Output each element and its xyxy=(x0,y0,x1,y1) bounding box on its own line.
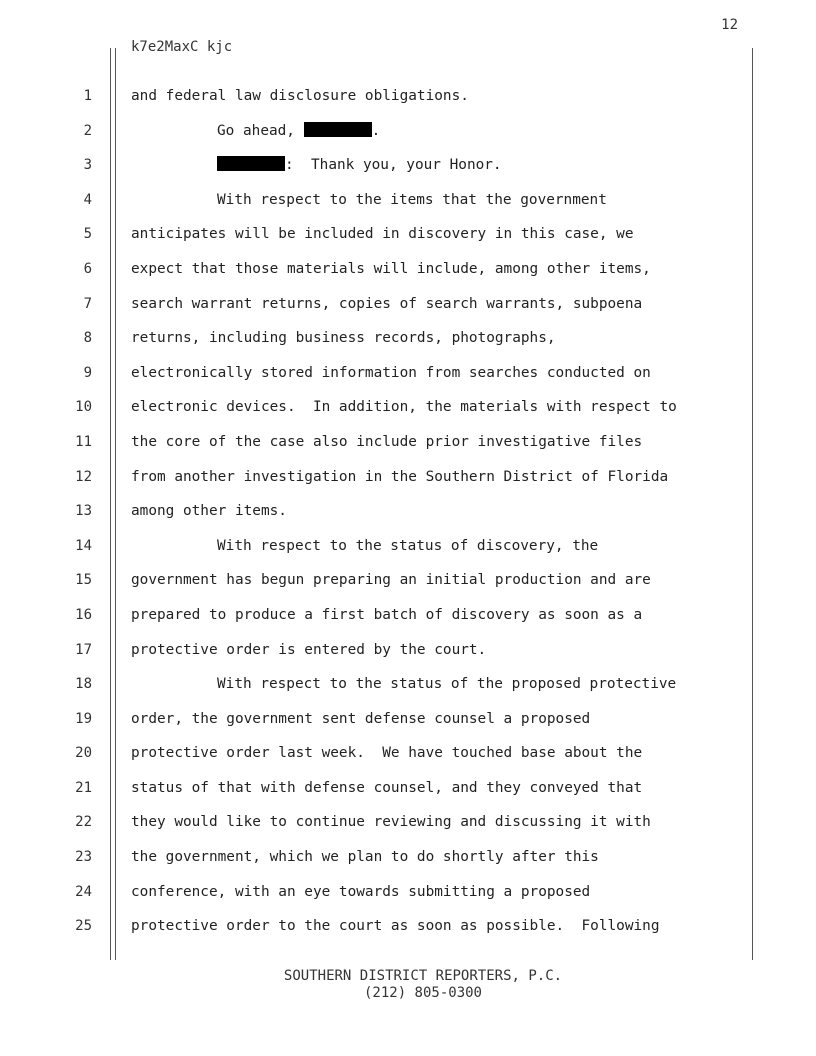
line-number: 11 xyxy=(75,433,92,450)
line-number: 12 xyxy=(75,468,92,485)
line-number: 9 xyxy=(83,364,92,381)
page-number: 12 xyxy=(721,17,738,33)
line-number: 14 xyxy=(75,537,92,554)
line-text: status of that with defense counsel, and they conveyed that xyxy=(131,779,643,796)
line-text: returns, including business records, photographs, xyxy=(131,330,556,347)
case-header: k7e2MaxC kjc xyxy=(131,39,233,55)
line-text: electronically stored information from searches conducted on xyxy=(131,364,651,381)
transcript-line xyxy=(0,461,816,496)
line-number: 10 xyxy=(75,399,92,416)
line-text: search warrant returns, copies of search warrants, subpoena xyxy=(131,295,643,312)
line-text: anticipates will be included in discovery in this case, we xyxy=(131,226,634,243)
line-text: protective order to the court as soon as possible. Following xyxy=(131,918,660,935)
line-text-suffix: : Thank you, your Honor. xyxy=(285,157,502,174)
line-number: 1 xyxy=(83,88,92,104)
page-footer xyxy=(0,968,816,1002)
line-text: electronic devices. In addition, the materials with respect to xyxy=(131,399,677,416)
line-text: protective order is entered by the court. xyxy=(131,641,487,658)
line-number: 18 xyxy=(75,676,92,693)
line-text xyxy=(131,155,502,175)
line-text-prefix: Go ahead, xyxy=(217,122,304,139)
line-text: conference, with an eye towards submitting a proposed xyxy=(131,883,591,900)
line-text: With respect to the status of the proposed protective xyxy=(217,676,677,693)
transcript-line xyxy=(0,115,816,150)
redaction-bar xyxy=(304,122,372,137)
line-number: 22 xyxy=(75,814,92,831)
transcript-line xyxy=(0,841,816,876)
transcript-line xyxy=(0,876,816,911)
line-number: 6 xyxy=(83,260,92,277)
line-number: 25 xyxy=(75,918,92,935)
line-text: With respect to the items that the government xyxy=(217,191,607,208)
line-number: 19 xyxy=(75,710,92,727)
transcript-line xyxy=(0,703,816,738)
transcript-line xyxy=(0,357,816,392)
transcript-line xyxy=(0,426,816,461)
line-text: protective order last week. We have touched base about the xyxy=(131,745,643,762)
transcript-line xyxy=(0,253,816,288)
line-number: 4 xyxy=(83,191,92,208)
transcript-line xyxy=(0,80,816,115)
transcript-line xyxy=(0,668,816,703)
transcript-line xyxy=(0,737,816,772)
line-text-suffix: . xyxy=(371,122,381,139)
line-text: With respect to the status of discovery, the xyxy=(217,537,599,554)
line-number: 23 xyxy=(75,849,92,866)
transcript-line xyxy=(0,391,816,426)
line-text: from another investigation in the Southern District of Florida xyxy=(131,468,669,485)
line-number: 17 xyxy=(75,641,92,658)
line-number: 5 xyxy=(83,226,92,243)
footer-phone: (212) 805-0300 xyxy=(363,985,482,1001)
line-number: 3 xyxy=(83,157,92,174)
line-text: expect that those materials will include, among other items, xyxy=(131,260,651,277)
transcript-line xyxy=(0,634,816,669)
transcript-line xyxy=(0,288,816,323)
transcript-line xyxy=(0,149,816,184)
transcript-line xyxy=(0,599,816,634)
line-number: 15 xyxy=(75,572,92,589)
line-text: the government, which we plan to do shortly after this xyxy=(131,849,599,866)
line-number: 20 xyxy=(75,745,92,762)
line-text: the core of the case also include prior investigative files xyxy=(131,433,643,450)
redaction-bar xyxy=(217,156,285,171)
transcript-body xyxy=(0,80,816,945)
line-text xyxy=(131,121,380,141)
transcript-line xyxy=(0,218,816,253)
line-number: 16 xyxy=(75,606,92,623)
line-text: and federal law disclosure obligations. xyxy=(131,88,469,104)
transcript-line xyxy=(0,184,816,219)
transcript-line xyxy=(0,772,816,807)
line-text: order, the government sent defense counsel a proposed xyxy=(131,710,591,727)
line-number: 7 xyxy=(83,295,92,312)
transcript-line xyxy=(0,564,816,599)
line-number: 13 xyxy=(75,503,92,520)
line-text: they would like to continue reviewing and discussing it with xyxy=(131,814,651,831)
line-text: among other items. xyxy=(131,503,287,520)
transcript-line xyxy=(0,322,816,357)
line-text: prepared to produce a first batch of discovery as soon as a xyxy=(131,606,643,623)
line-number: 24 xyxy=(75,883,92,900)
transcript-line xyxy=(0,495,816,530)
line-text: government has begun preparing an initial production and are xyxy=(131,572,651,589)
line-number: 8 xyxy=(83,330,92,347)
line-number: 2 xyxy=(83,122,92,139)
transcript-line xyxy=(0,910,816,945)
line-number: 21 xyxy=(75,779,92,796)
transcript-line xyxy=(0,806,816,841)
footer-company: SOUTHERN DISTRICT REPORTERS, P.C. xyxy=(283,968,563,984)
transcript-line xyxy=(0,530,816,565)
